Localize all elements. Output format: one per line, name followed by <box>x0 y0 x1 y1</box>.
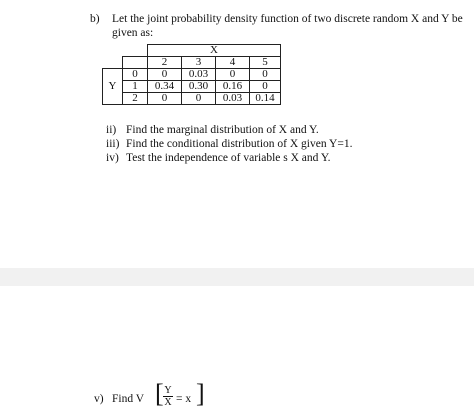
subquestion-text: Find the marginal distribution of X and Y. <box>126 124 319 136</box>
subquestion-number: iii) <box>106 138 120 150</box>
page-separator-band <box>0 268 474 286</box>
subquestion-text: Find the conditional distribution of X given Y=1. <box>126 138 353 150</box>
condition-text: = x <box>176 393 192 405</box>
subquestion-iv <box>106 152 331 164</box>
fraction-y-over-x <box>162 385 174 408</box>
subquestion-number: iv) <box>106 152 119 164</box>
probability-cell: 0 <box>250 69 281 81</box>
fraction-numerator: Y <box>164 385 172 396</box>
table-row <box>103 81 281 93</box>
table-row <box>103 93 281 105</box>
x-variable-header: X <box>148 45 281 57</box>
probability-cell: 0.03 <box>182 69 216 81</box>
part-v-number: v) <box>94 393 104 405</box>
probability-cell: 0.03 <box>216 93 250 105</box>
probability-cell: 0.14 <box>250 93 281 105</box>
table-header-row <box>103 45 281 57</box>
probability-cell: 0 <box>148 93 182 105</box>
table-corner-blank <box>103 57 123 69</box>
subquestion-ii <box>106 124 319 136</box>
table-corner-blank <box>123 45 148 57</box>
right-bracket: ] <box>196 379 205 408</box>
question-text-line2: given as: <box>112 27 154 39</box>
probability-cell: 0.16 <box>216 81 250 93</box>
y-value: 0 <box>123 69 148 81</box>
fraction-denominator: X <box>164 397 172 408</box>
x-value: 2 <box>148 57 182 69</box>
joint-probability-table <box>102 44 281 105</box>
x-value: 3 <box>182 57 216 69</box>
question-label: b) <box>90 13 100 25</box>
y-value: 1 <box>123 81 148 93</box>
left-bracket: [ <box>155 379 164 408</box>
table-empty-cell <box>123 57 148 69</box>
subquestion-iii <box>106 138 352 150</box>
x-value: 4 <box>216 57 250 69</box>
question-text-line1: Let the joint probability density function of two discrete random X and Y be <box>112 13 463 25</box>
probability-cell: 0.34 <box>148 81 182 93</box>
probability-cell: 0 <box>182 93 216 105</box>
probability-cell: 0 <box>250 81 281 93</box>
subquestion-text: Test the independence of variable s X and Y. <box>126 152 331 164</box>
probability-cell: 0.30 <box>182 81 216 93</box>
probability-cell: 0 <box>148 69 182 81</box>
x-values-row <box>103 57 281 69</box>
probability-cell: 0 <box>216 69 250 81</box>
y-variable-header: Y <box>103 69 123 105</box>
subquestion-number: ii) <box>106 124 117 136</box>
y-value: 2 <box>123 93 148 105</box>
part-v-text: Find V <box>112 393 145 405</box>
x-value: 5 <box>250 57 281 69</box>
table-row <box>103 69 281 81</box>
table-corner-blank <box>103 45 123 57</box>
